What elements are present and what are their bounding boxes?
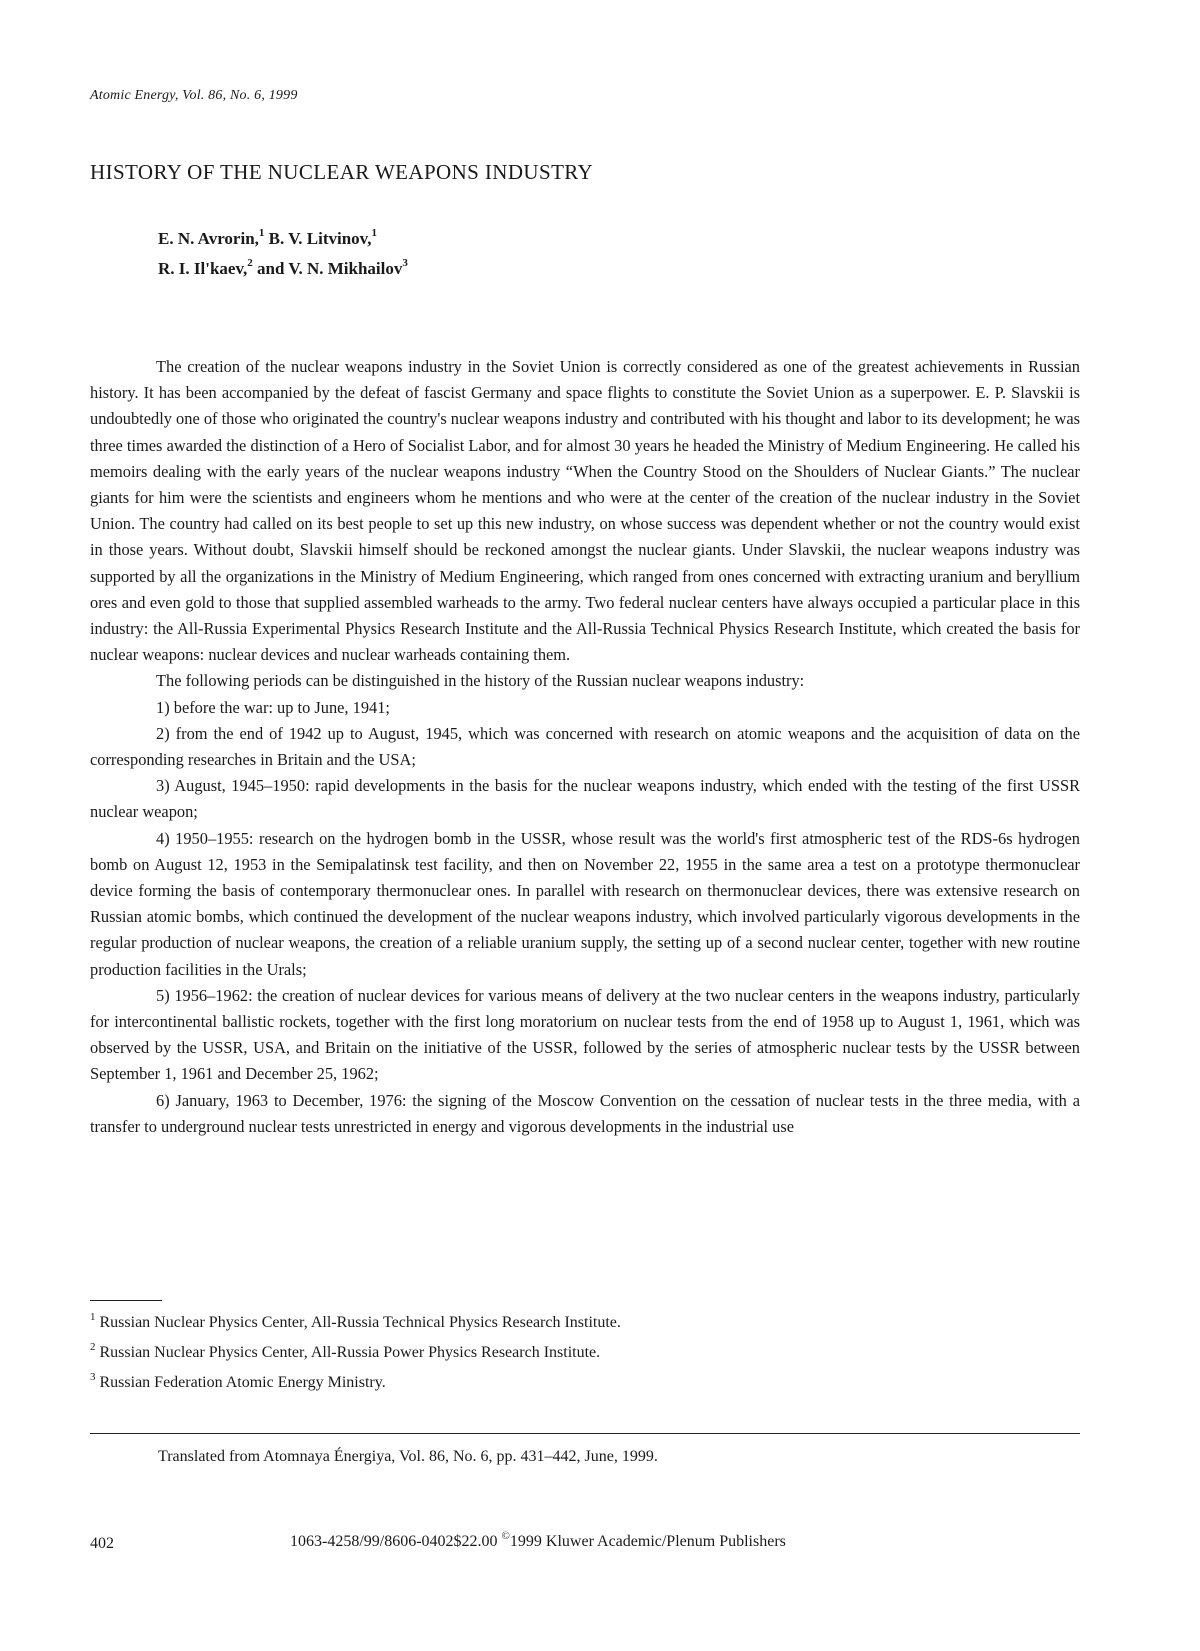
body-paragraph: The creation of the nuclear weapons industry in the Soviet Union is correctly considered as one of the greatest achievements in Russian history. It has been accompanied by the defeat of fascist Germany and space flights to constitute the Soviet Union as a superpower. E. P. Slavskii is undoubtedly one of those who originated the country's nuclear weapons industry and contributed with his thought and labor to its development; he was three times awarded the distinction of a Hero of Socialist Labor, and for almost 30 years he headed the Ministry of Medium Engineering. He called his memoirs dealing with the early years of the nuclear weapons industry “When the Country Stood on the Shoulders of Nuclear Giants.” The nuclear giants for him were the scientists and engineers whom he mentions and who were at the center of the creation of the nuclear industry in the Soviet Union. The country had called on its best people to set up this new industry, on whose success was dependent whether or not the country would exist in those years. Without doubt, Slavskii himself should be reckoned amongst the nuclear giants. Under Slavskii, the nuclear weapons industry was supported by all the organizations in the Ministry of Medium Engineering, which ranged from ones concerned with extracting uranium and beryllium ores and even gold to those that supplied assembled warheads to the army. Two federal nuclear centers have always occupied a particular place in this industry: the All-Russia Experimental Physics Research Institute and the All-Russia Technical Physics Research Institute, which created the basis for nuclear weapons: nuclear devices and nuclear warheads containing them. [90,357,1080,665]
footnote [90,1338,621,1368]
page-number: 402 [90,1535,114,1552]
translation-note: Translated from Atomnaya Énergiya, Vol. 86, No. 6, pp. 431–442, June, 1999. [158,1448,658,1465]
footnote-mark: 3 [90,1371,96,1383]
period-list-item: 2) from the end of 1942 up to August, 1945, which was concerned with research on atomic weapons and the acquisition of data on the corresponding researches in Britain and the USA; [90,723,1080,770]
footnote-text: Russian Federation Atomic Energy Ministry. [99,1374,386,1391]
copyright-text: 1999 Kluwer Academic/Plenum Publishers [509,1533,786,1550]
copyright-line [290,1530,786,1551]
affiliation-mark: 3 [402,257,408,269]
footnote-divider [90,1300,162,1301]
affiliation-mark: 1 [258,227,265,239]
footnote [90,1368,621,1398]
author-block [158,224,408,284]
author-name: R. I. Il'kaev, [158,259,248,278]
author-name: B. V. Litvinov, [268,229,372,248]
author-line-1 [158,224,408,254]
article-body [90,354,1080,1140]
author-name: E. N. Avrorin, [158,229,259,248]
footnote-mark: 2 [90,1341,96,1353]
footnote [90,1308,621,1338]
copyright-symbol: © [501,1530,510,1542]
journal-citation: Atomic Energy, Vol. 86, No. 6, 1999 [90,88,298,103]
period-list-item: 1) before the war: up to June, 1941; [156,697,390,717]
period-list-item: 6) January, 1963 to December, 1976: the signing of the Moscow Convention on the cessation of nuclear tests in the three media, with a transfer to underground nuclear tests unrestricted in energy and vigorous developments in the industrial use [90,1090,1080,1136]
translation-divider [90,1433,1080,1434]
period-list-item: 3) August, 1945–1950: rapid developments in the basis for the nuclear weapons industry, which ended with the testing of the first USSR nuclear weapon; [90,776,1080,822]
footnote-mark: 1 [90,1311,96,1323]
article-title: HISTORY OF THE NUCLEAR WEAPONS INDUSTRY [90,160,594,184]
footnote-text: Russian Nuclear Physics Center, All-Russia Technical Physics Research Institute. [99,1314,621,1331]
body-paragraph: The following periods can be distinguished in the history of the Russian nuclear weapons industry: [156,671,805,691]
affiliation-mark: 1 [371,227,377,239]
footnote-text: Russian Nuclear Physics Center, All-Russia Power Physics Research Institute. [99,1344,601,1361]
affiliation-mark: 2 [247,257,253,269]
issn-price: 1063-4258/99/8606-0402$22.00 [290,1533,498,1550]
period-list-item: 5) 1956–1962: the creation of nuclear devices for various means of delivery at the two nuclear centers in the weapons industry, particularly for intercontinental ballistic rockets, together with the first long moratorium on nuclear tests from the end of 1958 up to August 1, 1961, which was observed by the USSR, USA, and Britain on the initiative of the USSR, followed by the series of atmospheric nuclear tests by the USSR between September 1, 1961 and December 25, 1962; [90,985,1080,1084]
author-line-2 [158,254,408,284]
period-list-item: 4) 1950–1955: research on the hydrogen bomb in the USSR, whose result was the world's first atmospheric test of the RDS-6s hydrogen bomb on August 12, 1953 in the Semipalatinsk test facility, and then on November 22, 1955 in the same area a test on a prototype thermonuclear device forming the basis of contemporary thermonuclear ones. In parallel with research on thermonuclear devices, there was extensive research on Russian atomic bombs, which continued the development of the nuclear weapons industry, which involved particularly vigorous developments in the regular production of nuclear weapons, the creation of a reliable uranium supply, the setting up of a second nuclear center, together with new routine production facilities in the Urals; [90,828,1080,979]
footnotes [90,1308,621,1398]
author-name: and V. N. Mikhailov [257,259,403,278]
